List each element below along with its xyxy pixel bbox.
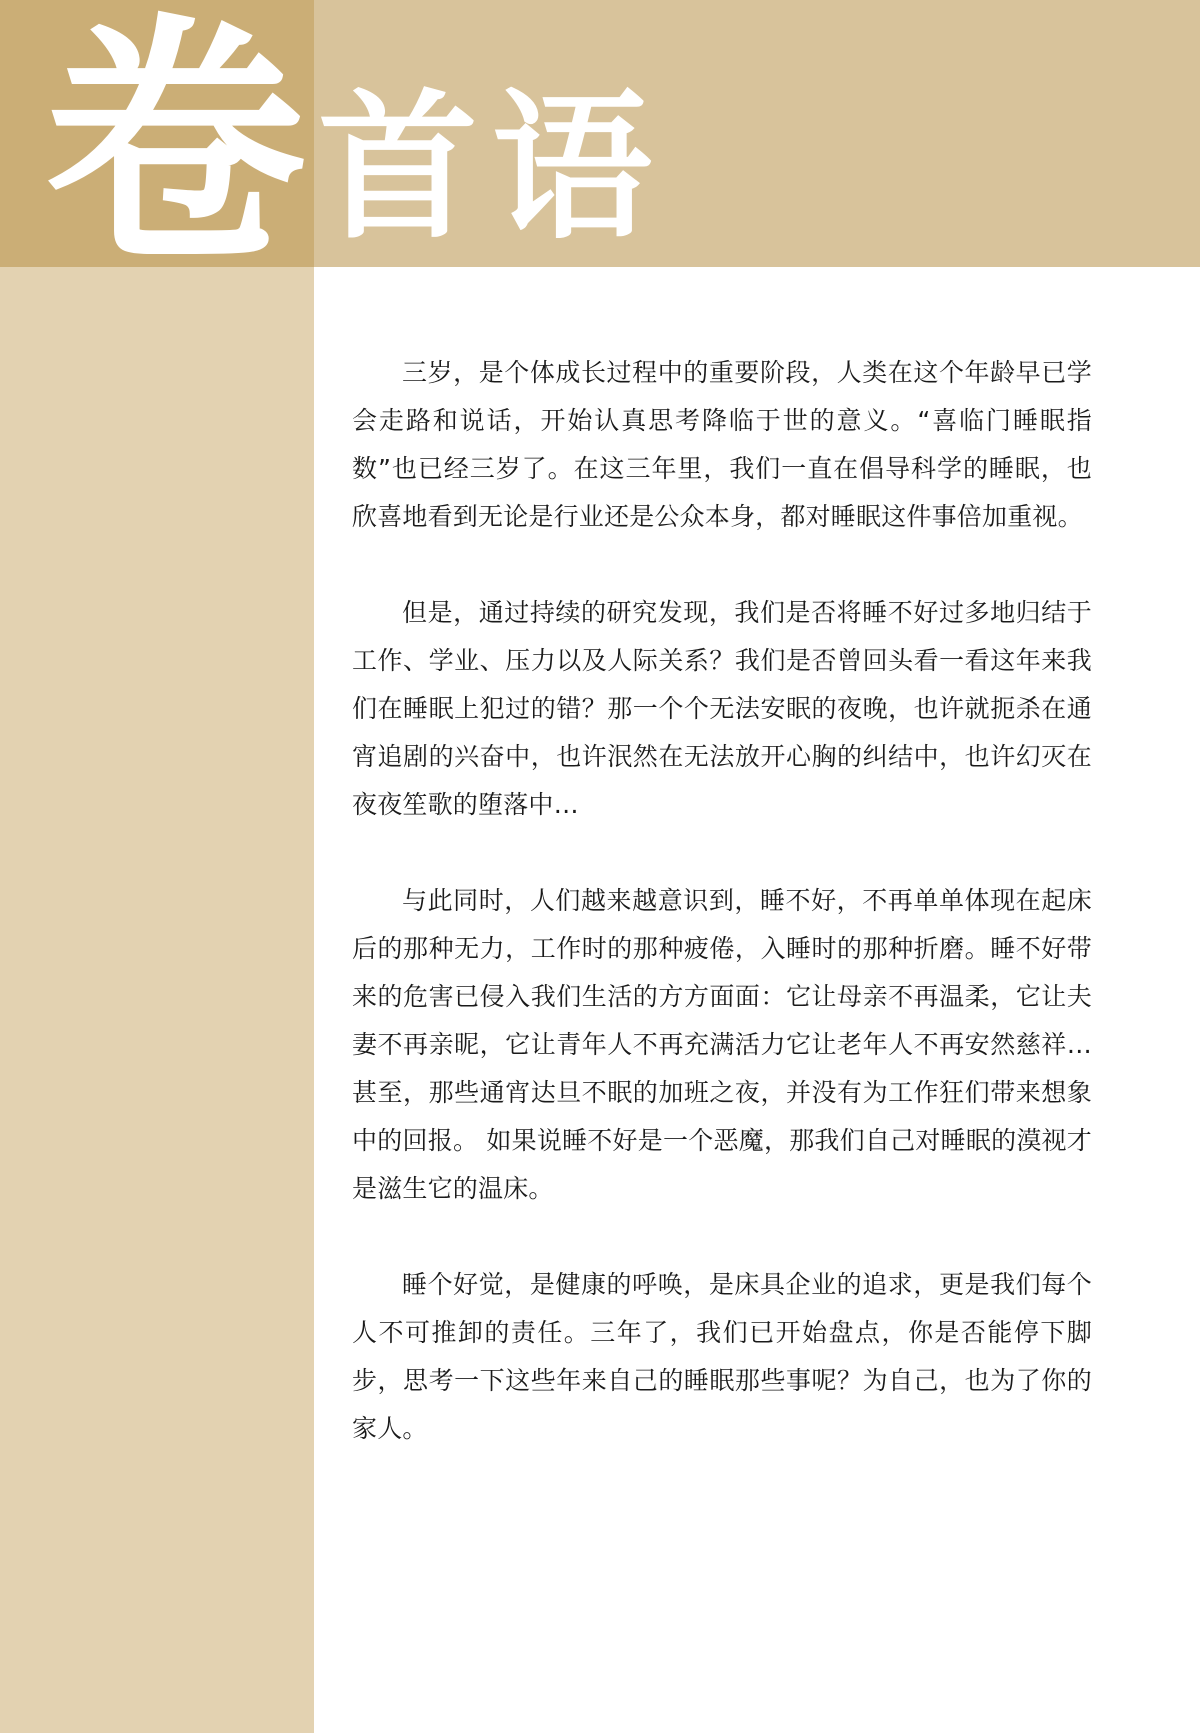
paragraph-4: 睡个好觉，是健康的呼唤，是床具企业的追求，更是我们每个人不可推卸的责任。三年了，我们已开始盘点，你是否能停下脚步，思考一下这些年来自己的睡眠那些事呢？为自己，也为了你的家人。 bbox=[352, 1270, 1092, 1443]
paragraph-2: 但是，通过持续的研究发现，我们是否将睡不好过多地归结于工作、学业、压力以及人际关系？我们是否曾回头看一看这年来我们在睡眠上犯过的错？那一个个无法安眠的夜晚，也许就扼杀在通宵追剧的兴奋中，也许泯然在无法放开心胸的纠结中，也许幻灭在夜夜笙歌的堕落中… bbox=[352, 598, 1092, 819]
header-band bbox=[0, 0, 1200, 297]
paragraph-1: 三岁，是个体成长过程中的重要阶段，人类在这个年龄早已学会走路和说话，开始认真思考降临于世的意义。“喜临门睡眠指数”也已经三岁了。在这三年里，我们一直在倡导科学的睡眠，也欣喜地看到无论是行业还是公众本身，都对睡眠这件事倍加重视。 bbox=[352, 358, 1092, 531]
page-title-char-3: 语 bbox=[492, 74, 653, 261]
paragraph-3: 与此同时，人们越来越意识到，睡不好，不再单单体现在起床后的那种无力，工作时的那种疲倦，入睡时的那种折磨。睡不好带来的危害已侵入我们生活的方方面面：它让母亲不再温柔，它让夫妻不再亲昵，它让青年人不再充满活力它让老年人不再安然慈祥…甚至，那些通宵达旦不眠的加班之夜，并没有为工作狂们带来想象中的回报。 如果说睡不好是一个恶魔，那我们自己对睡眠的漠视才是滋生它的温床。 bbox=[352, 886, 1092, 1203]
article-body bbox=[352, 349, 1092, 1453]
page-title-char-1: 卷 bbox=[44, 0, 300, 297]
page-title-char-2: 首 bbox=[318, 74, 479, 261]
